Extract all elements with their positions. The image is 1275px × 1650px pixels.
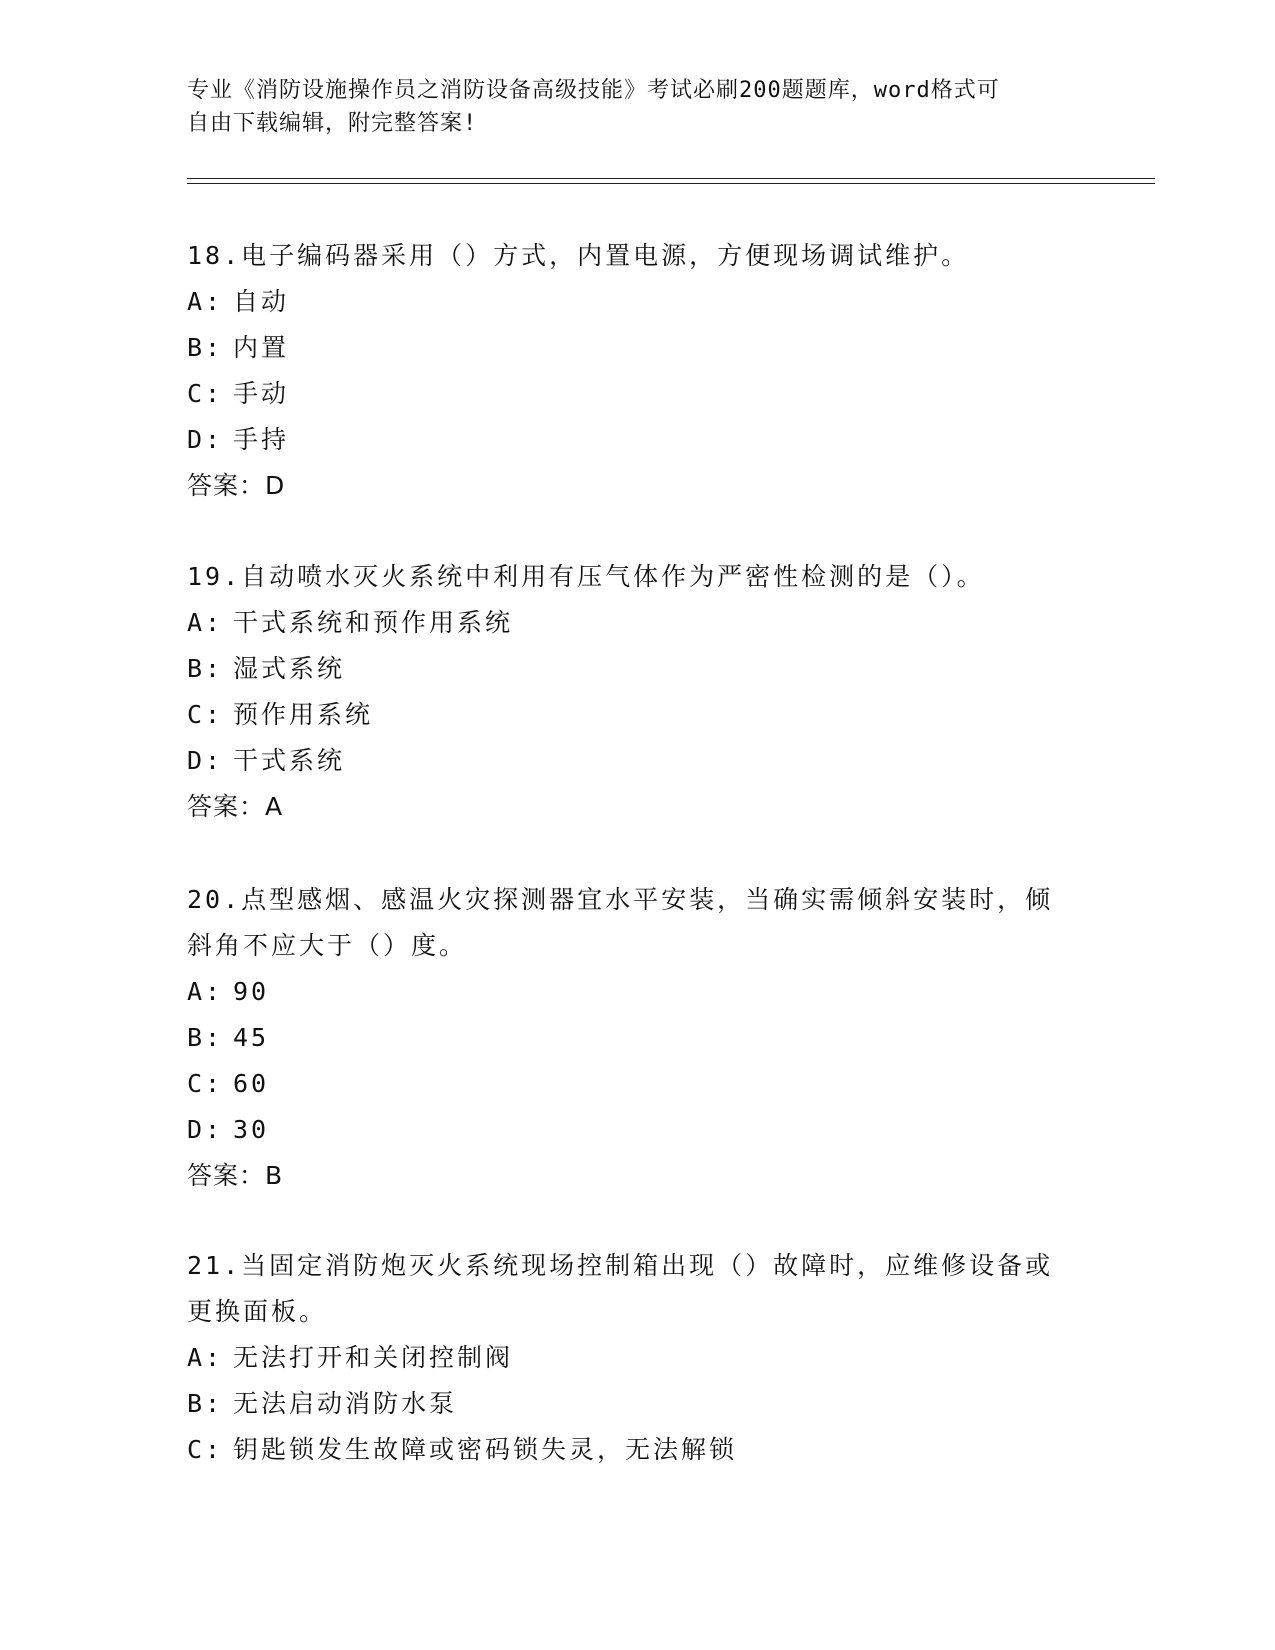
option-letter: D: [187, 425, 224, 454]
option-letter: A: [187, 287, 224, 316]
option-b [187, 646, 1067, 692]
option-text: 干式系统 [233, 746, 346, 775]
option-letter: A: [187, 977, 224, 1006]
option-letter: B: [187, 333, 224, 362]
option-text: 钥匙锁发生故障或密码锁失灵，无法解锁 [233, 1435, 738, 1464]
option-letter: C: [187, 379, 224, 408]
question-stem: 20.点型感烟、感温火灾探测器宜水平安装，当确实需倾斜安装时，倾斜角不应大于（）度。 [187, 885, 1054, 960]
option-c [187, 371, 1067, 417]
option-text: 无法启动消防水泵 [233, 1389, 458, 1418]
option-letter: A: [187, 608, 224, 637]
option-c [187, 1427, 1067, 1473]
option-d [187, 417, 1067, 463]
option-letter: A: [187, 1343, 224, 1372]
option-text: 自动 [233, 287, 290, 316]
option-d [187, 1107, 1067, 1153]
question-18 [187, 233, 1067, 509]
document-header [187, 74, 1067, 140]
answer-line: 答案：B [187, 1161, 284, 1190]
answer-line: 答案：A [187, 792, 284, 821]
header-divider-top [187, 178, 1155, 179]
option-a [187, 1335, 1067, 1381]
option-text: 90 [233, 977, 270, 1006]
option-letter: D: [187, 746, 224, 775]
option-text: 45 [233, 1023, 270, 1052]
option-letter: C: [187, 700, 224, 729]
option-a [187, 600, 1067, 646]
header-line-2: 自由下载编辑，附完整答案! [187, 111, 478, 136]
question-stem: 21.当固定消防炮灭火系统现场控制箱出现（）故障时，应维修设备或更换面板。 [187, 1251, 1054, 1326]
option-letter: B: [187, 1389, 224, 1418]
option-text: 30 [233, 1115, 270, 1144]
header-divider-bottom [187, 183, 1155, 184]
answer-line: 答案：D [187, 471, 286, 500]
option-text: 无法打开和关闭控制阀 [233, 1343, 514, 1372]
question-stem: 19.自动喷水灭火系统中利用有压气体作为严密性检测的是（）。 [187, 562, 985, 591]
option-text: 60 [233, 1069, 270, 1098]
option-b [187, 1381, 1067, 1427]
option-letter: B: [187, 654, 224, 683]
option-letter: C: [187, 1069, 224, 1098]
option-text: 预作用系统 [233, 700, 374, 729]
option-text: 内置 [233, 333, 290, 362]
option-a [187, 279, 1067, 325]
option-c [187, 1061, 1067, 1107]
option-a [187, 969, 1067, 1015]
question-20 [187, 877, 1067, 1199]
option-text: 手持 [233, 425, 290, 454]
option-letter: C: [187, 1435, 224, 1464]
option-d [187, 738, 1067, 784]
question-21 [187, 1243, 1067, 1473]
option-text: 湿式系统 [233, 654, 346, 683]
option-text: 干式系统和预作用系统 [233, 608, 514, 637]
question-stem: 18.电子编码器采用（）方式，内置电源，方便现场调试维护。 [187, 241, 970, 270]
option-letter: D: [187, 1115, 224, 1144]
option-text: 手动 [233, 379, 290, 408]
option-b [187, 325, 1067, 371]
option-letter: B: [187, 1023, 224, 1052]
question-19 [187, 554, 1067, 830]
option-c [187, 692, 1067, 738]
option-b [187, 1015, 1067, 1061]
header-line-1: 专业《消防设施操作员之消防设备高级技能》考试必刷200题题库，word格式可 [187, 78, 1000, 103]
